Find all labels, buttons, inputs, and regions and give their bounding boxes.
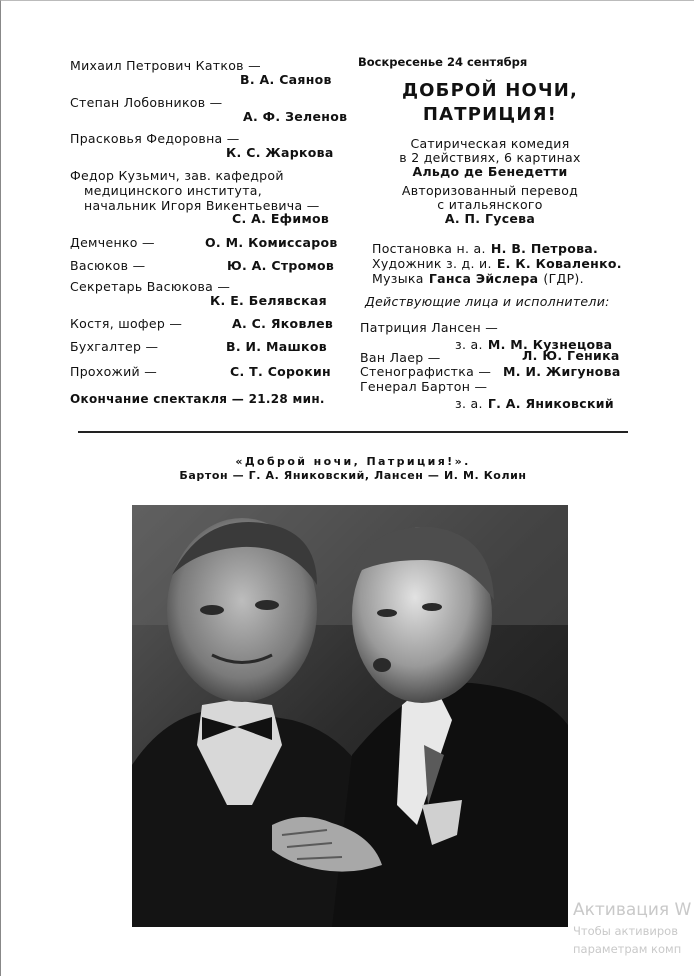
activation-watermark-line: Чтобы активиров xyxy=(573,924,678,938)
translator-name: А. П. Гусева xyxy=(444,211,536,226)
cast-role: Михаил Петрович Катков — xyxy=(70,58,261,73)
genre-line: Сатирическая комедия xyxy=(410,136,570,151)
actor-title-prefix: з. а. xyxy=(455,396,483,411)
cast-actor: М. М. Кузнецова xyxy=(487,337,613,352)
play-title-line1: ДОБРОЙ НОЧИ, xyxy=(401,80,579,101)
cast-actor: Ю. А. Стромов xyxy=(227,258,335,273)
cast-heading: Действующие лица и исполнители: xyxy=(365,294,610,309)
staging-label: Постановка н. а. xyxy=(372,241,486,256)
cast-actor: К. Е. Белявская xyxy=(210,293,327,308)
cast-role: Васюков — xyxy=(70,258,146,273)
genre-line: в 2 действиях, 6 картинах xyxy=(399,150,581,165)
cast-actor: В. А. Саянов xyxy=(240,72,332,87)
cast-role: Генерал Бартон — xyxy=(360,379,488,394)
music-line xyxy=(372,268,584,287)
activation-watermark-title: Активация W xyxy=(573,900,692,920)
music-suffix: (ГДР). xyxy=(543,271,584,286)
artist-label: Художник з. д. и. xyxy=(372,256,492,271)
section-divider xyxy=(78,431,628,433)
actor-title-prefix: з. а. xyxy=(455,337,483,352)
cast-actor: С. А. Ефимов xyxy=(232,211,330,226)
cast-actor: М. И. Жигунова xyxy=(503,364,621,379)
portrait-photo xyxy=(132,505,568,927)
cast-role: начальник Игоря Викентьевича — xyxy=(84,198,320,213)
cast-actor: С. Т. Сорокин xyxy=(230,364,331,379)
cast-role: Секретарь Васюкова — xyxy=(70,279,231,294)
cast-role: Бухгалтер — xyxy=(70,339,159,354)
music-label: Музыка xyxy=(372,271,424,286)
activation-watermark-line: параметрам комп xyxy=(573,942,682,956)
cast-role: Костя, шофер — xyxy=(70,316,183,331)
cast-actor: Л. Ю. Геника xyxy=(522,348,620,363)
photo-caption-cast: Бартон — Г. А. Яниковский, Лансен — И. М. Колин xyxy=(179,469,527,482)
cast-role: Стенографистка — xyxy=(360,364,492,379)
play-title-line2: ПАТРИЦИЯ! xyxy=(422,104,558,125)
ending-time: Окончание спектакля — 21.28 мин. xyxy=(70,392,325,406)
cast-actor: В. И. Машков xyxy=(226,339,327,354)
cast-actor-line xyxy=(455,393,614,412)
cast-actor: К. С. Жаркова xyxy=(226,145,334,160)
music-name: Ганса Эйслера xyxy=(428,271,539,286)
performance-date: Воскресенье 24 сентября xyxy=(358,55,528,69)
translation-line: с итальянского xyxy=(437,197,543,212)
photo-caption-title: «Доброй ночи, Патриция!». xyxy=(235,455,471,468)
cast-actor: А. Ф. Зеленов xyxy=(243,109,348,124)
cast-role: Прасковья Федоровна — xyxy=(70,131,240,146)
staging-name: Н. В. Петрова. xyxy=(490,241,599,256)
cast-role: Степан Лобовников — xyxy=(70,95,223,110)
cast-role: Прохожий — xyxy=(70,364,158,379)
cast-actor: О. М. Комиссаров xyxy=(205,235,338,250)
cast-role: Демченко — xyxy=(70,235,155,250)
artist-name: Е. К. Коваленко. xyxy=(496,256,622,271)
cast-role: Ван Лаер — xyxy=(360,350,441,365)
cast-role: медицинского института, xyxy=(84,183,263,198)
cast-actor: Г. А. Яниковский xyxy=(487,396,614,411)
cast-actor: А. С. Яковлев xyxy=(232,316,334,331)
portrait-photo-icon xyxy=(132,505,568,927)
author-name: Альдо де Бенедетти xyxy=(412,164,568,179)
translation-line: Авторизованный перевод xyxy=(401,183,579,198)
cast-role: Федор Кузьмич, зав. кафедрой xyxy=(70,168,284,183)
cast-role: Патриция Лансен — xyxy=(360,320,499,335)
